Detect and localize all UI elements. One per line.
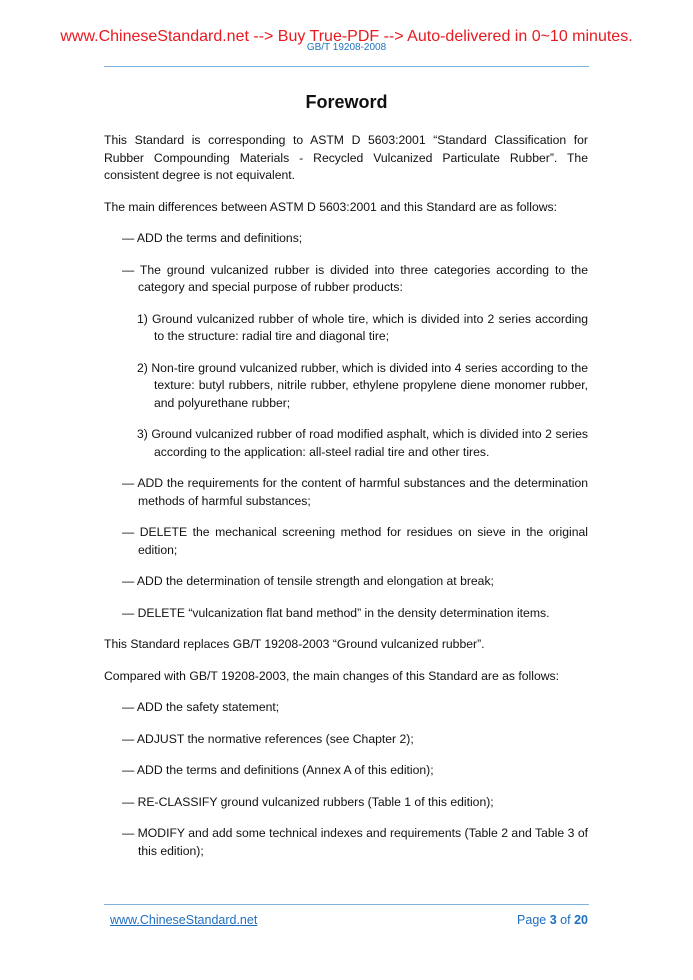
purchase-banner[interactable]: www.ChineseStandard.net --> Buy True-PDF --> Auto-delivered in 0~10 minutes. [60, 28, 633, 45]
numbered-item: 2) Non-tire ground vulcanized rubber, which is divided into 4 series according to the texture: butyl rubbers, nitrile rubber, ethylene propylene diene monomer rubber, and polyurethane rubber; [137, 360, 588, 410]
list-item: — DELETE “vulcanization flat band method” in the density determination items. [122, 605, 550, 620]
differences-heading: The main differences between ASTM D 5603:2001 and this Standard are as follows: [104, 199, 558, 214]
page-number: Page 3 of 20 [517, 913, 588, 927]
intro-paragraph: This Standard is corresponding to ASTM D 5603:2001 “Standard Classification for Rubber Compounding Materials - Recycled Vulcanized Particulate Rubber”. The consistent degree is not equivalent. [104, 133, 588, 182]
footer-divider [104, 904, 589, 905]
list-item: — ADJUST the normative references (see Chapter 2); [122, 731, 414, 746]
list-item: — ADD the determination of tensile strength and elongation at break; [122, 574, 494, 588]
page-title: Foreword [305, 92, 388, 112]
list-item: — The ground vulcanized rubber is divided into three categories according to the category and special purpose of rubber products: [122, 262, 588, 294]
list-item: — ADD the terms and definitions; [122, 231, 303, 245]
header-divider [104, 66, 589, 67]
list-item: — DELETE the mechanical screening method for residues on sieve in the original edition; [122, 525, 588, 557]
list-item: — RE-CLASSIFY ground vulcanized rubbers (Table 1 of this edition); [122, 794, 494, 809]
footer-website-link[interactable]: www.ChineseStandard.net [110, 913, 258, 927]
list-item: — MODIFY and add some technical indexes and requirements (Table 2 and Table 3 of this edition); [122, 826, 588, 858]
list-item: — ADD the safety statement; [122, 700, 280, 714]
changes-heading: Compared with GB/T 19208-2003, the main changes of this Standard are as follows: [104, 668, 560, 683]
list-item: — ADD the requirements for the content of harmful substances and the determination methods of harmful substances; [122, 476, 588, 508]
numbered-item: 1) Ground vulcanized rubber of whole tire, which is divided into 2 series according to the structure: radial tire and diagonal tire; [137, 311, 588, 343]
standard-number: GB/T 19208-2008 [306, 42, 387, 53]
replaces-paragraph: This Standard replaces GB/T 19208-2003 “Ground vulcanized rubber”. [104, 637, 485, 651]
numbered-item: 3) Ground vulcanized rubber of road modified asphalt, which is divided into 2 series according to the application: all-steel radial tire and other tires. [137, 427, 588, 459]
foreword-body [104, 132, 588, 874]
list-item: — ADD the terms and definitions (Annex A of this edition); [122, 763, 434, 777]
